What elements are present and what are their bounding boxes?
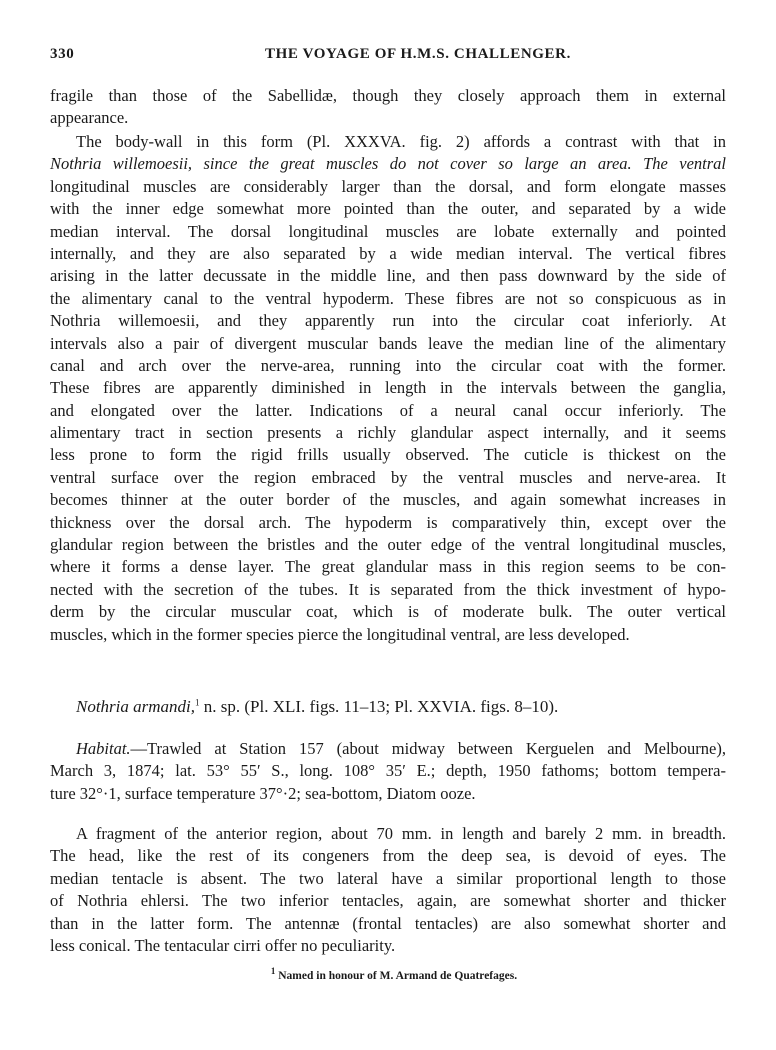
text-line: derm by the circular muscular coat, which is of moderate bulk. The outer vertical <box>50 602 726 622</box>
text-line: internally, and they are also separated by a wide median interval. The vertical fibres <box>50 243 726 263</box>
text-line <box>50 153 726 175</box>
text-line: less prone to form the rigid frills usually observed. The cuticle is thickest on the <box>50 445 726 465</box>
text-line: thickness over the dorsal arch. The hypoderm is comparatively thin, except over the <box>50 512 726 532</box>
text-line: alimentary tract in section presents a richly glandular aspect internally, and it seems <box>50 423 726 443</box>
page-number: 330 <box>50 46 75 62</box>
text-line: of Nothria ehlersi. The two inferior tentacles, again, are somewhat shorter and thicker <box>50 891 726 911</box>
text-line: The body-wall in this form (Pl. XXXVA. fig. 2) affords a contrast with that in <box>76 132 726 151</box>
text-line: ture 32°·1, surface temperature 37°·2; sea-bottom, Diatom ooze. <box>50 783 476 803</box>
text-line: A fragment of the anterior region, about 70 mm. in length and barely 2 mm. in breadth. <box>76 824 726 843</box>
text-line: March 3, 1874; lat. 53° 55′ S., long. 108° 35′ E.; depth, 1950 fathoms; bottom tempera- <box>50 761 726 781</box>
text-line: These fibres are apparently diminished in length in the intervals between the ganglia, <box>50 378 726 398</box>
footnote-ref: 1 <box>195 697 200 708</box>
text-line: median tentacle is absent. The two lateral have a similar proportional length to those <box>50 868 726 888</box>
description-paragraph <box>50 823 726 957</box>
footnote <box>0 966 776 982</box>
text-line: than in the latter form. The antennæ (frontal tentacles) are also somewhat shorter and <box>50 913 726 933</box>
species-heading <box>76 697 558 717</box>
text-line: becomes thinner at the outer border of the muscles, and again somewhat increases in <box>50 490 726 510</box>
text-line: Nothria willemoesii, and they apparently run into the circular coat inferiorly. At <box>50 311 726 331</box>
text-line: the alimentary canal to the ventral hypoderm. These fibres are not so conspicuous as in <box>50 288 726 308</box>
text-line: Habitat.—Trawled at Station 157 (about midway between Kerguelen and Melbourne), <box>76 739 726 758</box>
footnote-marker: 1 <box>270 966 276 977</box>
paragraph-body-wall <box>50 131 726 646</box>
text-line: ventral surface over the region embraced by the ventral muscles and nerve-area. It <box>50 467 726 487</box>
text-line: fragile than those of the Sabellidæ, though they closely approach them in external <box>50 86 726 105</box>
footnote-text: Named in honour of M. Armand de Quatrefages. <box>275 970 518 982</box>
text-line: where it forms a dense layer. The great glandular mass in this region seems to be con- <box>50 557 726 577</box>
text-line: less conical. The tentacular cirri offer no peculiarity. <box>50 935 396 955</box>
running-title: THE VOYAGE OF H.M.S. CHALLENGER. <box>265 46 571 62</box>
paragraph-continued <box>50 85 726 130</box>
text-line: intervals also a pair of divergent muscular bands leave the median line of the alimentary <box>50 333 726 353</box>
text-line: glandular region between the bristles and the outer edge of the ventral longitudinal muscles, <box>50 535 726 555</box>
page-header <box>50 46 726 72</box>
species-name: Nothria armandi, <box>76 697 196 716</box>
text-line: nected with the secretion of the tubes. It is separated from the thick investment of hypo- <box>50 579 726 599</box>
text-line: canal and arch over the nerve-area, running into the circular coat with the former. <box>50 355 726 375</box>
text-line: median interval. The dorsal longitudinal muscles are lobate externally and pointed <box>50 221 726 241</box>
taxon-name: Nothria willemoesii, since the great muscles do not cover so large an area. The ventral <box>50 154 726 174</box>
text-line: arising in the latter decussate in the middle line, and then pass downward by the side of <box>50 266 726 286</box>
text-line: appearance. <box>50 108 129 128</box>
text-line: longitudinal muscles are considerably larger than the dorsal, and form elongate masses <box>50 176 726 196</box>
habitat-paragraph <box>50 738 726 805</box>
text-line: with the inner edge somewhat more pointed than the outer, and separated by a wide <box>50 199 726 219</box>
species-reference: n. sp. (Pl. XLI. figs. 11–13; Pl. XXVIA. figs. 8–10). <box>199 697 559 716</box>
text-line: The head, like the rest of its congeners from the deep sea, is devoid of eyes. The <box>50 846 726 866</box>
text-line: muscles, which in the former species pierce the longitudinal ventral, are less developed. <box>50 624 630 644</box>
habitat-label: Habitat. <box>76 739 131 758</box>
text-line: and elongated over the latter. Indications of a neural canal occur inferiorly. The <box>50 400 726 420</box>
